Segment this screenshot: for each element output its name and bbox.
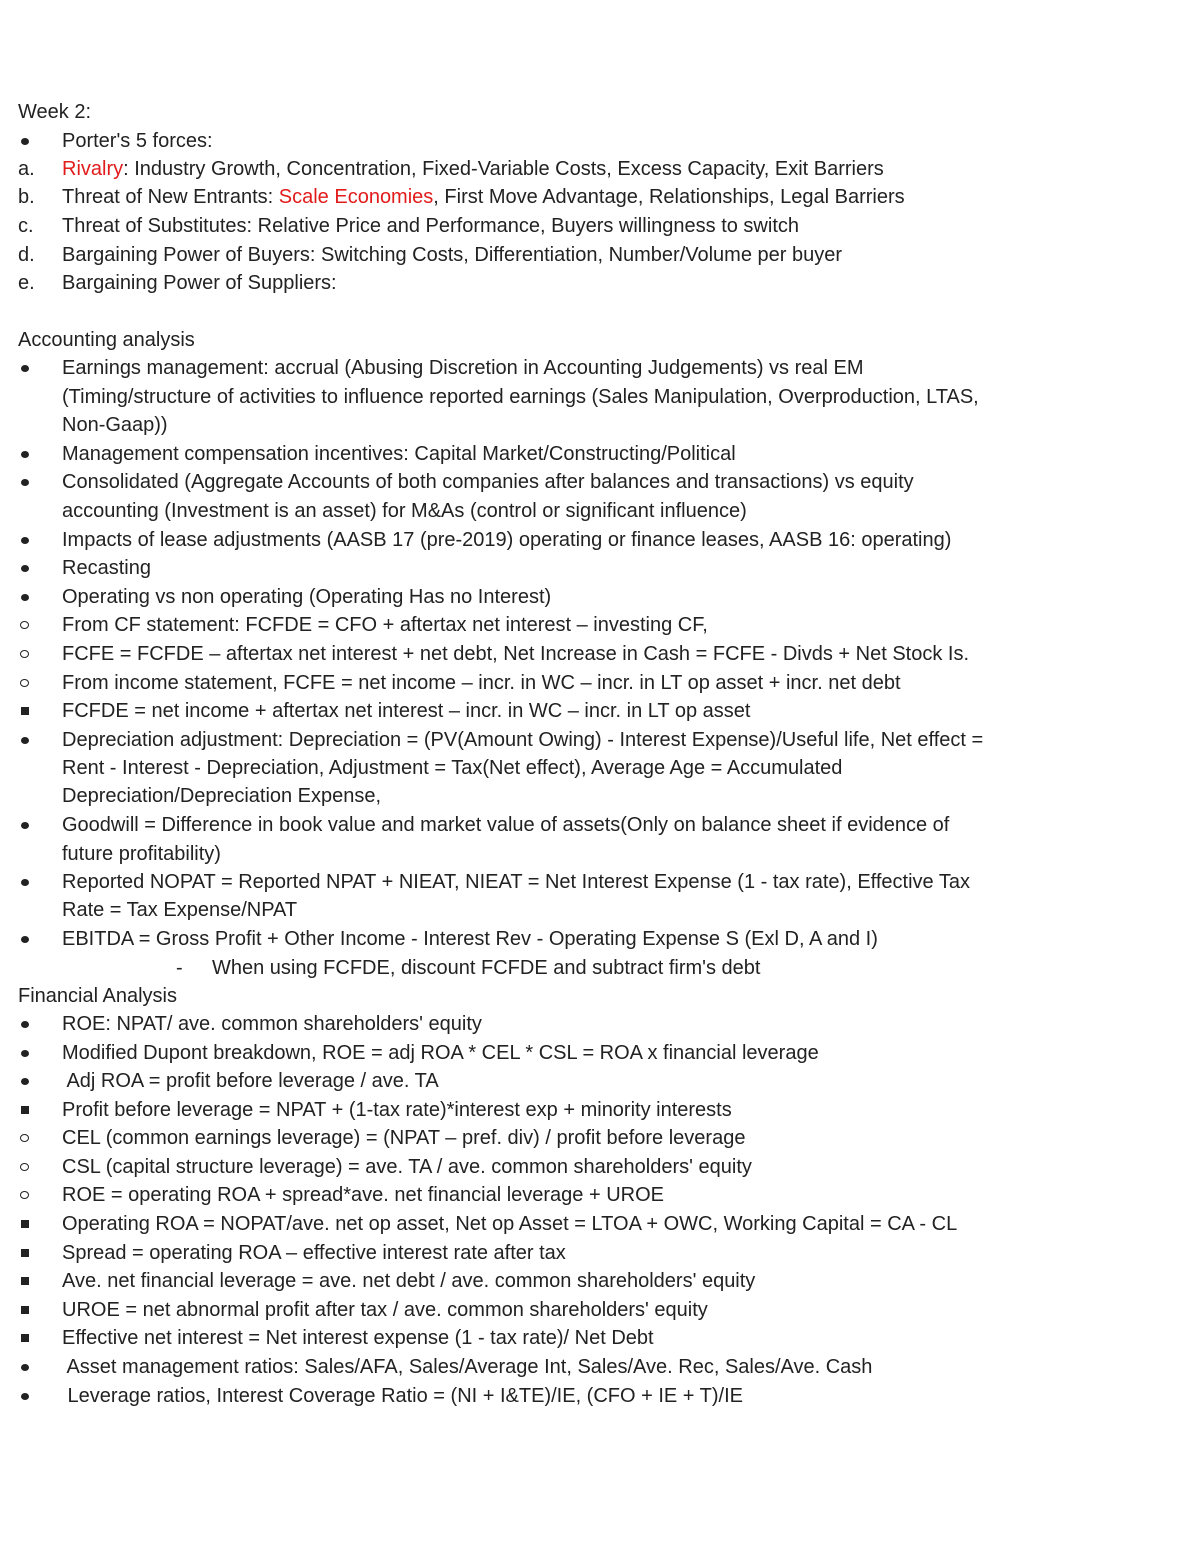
list-item-continuation: Rate = Tax Expense/NPAT [62, 899, 298, 921]
list-item: From income statement, FCFE = net income – incr. in WC – incr. in LT op asset + incr. net debt [0, 669, 1200, 697]
list-item [0, 127, 1200, 155]
bullet-circle-icon [20, 1134, 29, 1142]
list-marker: e. [18, 272, 35, 294]
list-item: Ave. net financial leverage = ave. net debt / ave. common shareholders' equity [0, 1267, 1200, 1295]
list-item: Effective net interest = Net interest expense (1 - tax rate)/ Net Debt [0, 1324, 1200, 1352]
bullet-circle-icon [20, 679, 29, 687]
accounting-heading-line [0, 326, 1200, 354]
list-item: CSL (capital structure leverage) = ave. TA / ave. common shareholders' equity [0, 1153, 1200, 1181]
bullet-circle-icon [20, 621, 29, 629]
list-item: CEL (common earnings leverage) = (NPAT – pref. div) / profit before leverage [0, 1124, 1200, 1152]
bullet-dot-icon [21, 565, 29, 572]
list-item: ROE: NPAT/ ave. common shareholders' equity [0, 1010, 1200, 1038]
bullet-dot-icon [21, 138, 29, 145]
force-item-b: b. Threat of New Entrants: Scale Economies, First Move Advantage, Relationships, Legal Barriers [0, 183, 1200, 211]
dash-note: - When using FCFDE, discount FCFDE and subtract firm's debt [0, 954, 1200, 982]
list-item-continuation: Depreciation/Depreciation Expense, [62, 785, 382, 807]
list-marker: d. [18, 244, 35, 266]
list-item: Spread = operating ROA – effective interest rate after tax [0, 1239, 1200, 1267]
week-heading-line [0, 98, 1200, 126]
bullet-square-icon [21, 707, 29, 715]
bullet-square-icon [21, 1106, 29, 1114]
list-item: Modified Dupont breakdown, ROE = adj ROA * CEL * CSL = ROA x financial leverage [0, 1039, 1200, 1067]
list-item: From CF statement: FCFDE = CFO + aftertax net interest – investing CF, [0, 611, 1200, 639]
list-item-continuation: accounting (Investment is an asset) for M&As (control or significant influence) [62, 500, 747, 522]
bullet-dot-icon [21, 479, 29, 486]
list-marker: c. [18, 215, 34, 237]
bullet-square-icon [21, 1334, 29, 1342]
bullet-square-icon [21, 1306, 29, 1314]
bullet-dot-icon [21, 594, 29, 601]
list-item: Consolidated (Aggregate Accounts of both companies after balances and transactions) vs equity [0, 468, 1200, 496]
list-item: Adj ROA = profit before leverage / ave. TA [0, 1067, 1200, 1095]
financial-heading: Financial Analysis [18, 985, 177, 1007]
financial-heading-line [0, 982, 1200, 1010]
bullet-dot-icon [21, 1393, 29, 1400]
porter-label: Porter's 5 forces: [62, 130, 213, 152]
bullet-circle-icon [20, 1163, 29, 1171]
list-item: Operating vs non operating (Operating Has no Interest) [0, 583, 1200, 611]
highlight-rivalry: Rivalry [62, 158, 124, 180]
bullet-dot-icon [21, 1078, 29, 1085]
list-item: Earnings management: accrual (Abusing Discretion in Accounting Judgements) vs real EM [0, 354, 1200, 382]
list-item: Operating ROA = NOPAT/ave. net op asset, Net op Asset = LTOA + OWC, Working Capital = CA - CL [0, 1210, 1200, 1238]
list-item-continuation: Non-Gaap)) [62, 414, 168, 436]
bullet-dot-icon [21, 1021, 29, 1028]
list-item: FCFDE = net income + aftertax net interest – incr. in WC – incr. in LT op asset [0, 697, 1200, 725]
week-heading: Week 2: [18, 101, 91, 123]
list-item: Leverage ratios, Interest Coverage Ratio = (NI + I&TE)/IE, (CFO + IE + T)/IE [0, 1382, 1200, 1410]
list-item-continuation: (Timing/structure of activities to influence reported earnings (Sales Manipulation, Overproduction, LTAS, [62, 386, 979, 408]
bullet-dot-icon [21, 737, 29, 744]
bullet-dot-icon [21, 879, 29, 886]
bullet-dot-icon [21, 822, 29, 829]
bullet-dot-icon [21, 537, 29, 544]
bullet-circle-icon [20, 1191, 29, 1199]
list-marker: b. [18, 186, 35, 208]
list-item: Goodwill = Difference in book value and market value of assets(Only on balance sheet if evidence of [0, 811, 1200, 839]
force-item-d: d. Bargaining Power of Buyers: Switching Costs, Differentiation, Number/Volume per buyer [0, 241, 1200, 269]
force-item-a: a. Rivalry: Industry Growth, Concentration, Fixed-Variable Costs, Excess Capacity, Exit Barriers [0, 155, 1200, 183]
bullet-circle-icon [20, 650, 29, 658]
list-item: Recasting [0, 554, 1200, 582]
list-item: Asset management ratios: Sales/AFA, Sales/Average Int, Sales/Ave. Rec, Sales/Ave. Cash [0, 1353, 1200, 1381]
list-item-continuation: Rent - Interest - Depreciation, Adjustment = Tax(Net effect), Average Age = Accumulated [62, 757, 843, 779]
list-item: Profit before leverage = NPAT + (1-tax rate)*interest exp + minority interests [0, 1096, 1200, 1124]
force-item-e: e. Bargaining Power of Suppliers: [0, 269, 1200, 297]
list-item: Management compensation incentives: Capital Market/Constructing/Political [0, 440, 1200, 468]
bullet-dot-icon [21, 365, 29, 372]
list-item: Reported NOPAT = Reported NPAT + NIEAT, NIEAT = Net Interest Expense (1 - tax rate), Effective Tax [0, 868, 1200, 896]
accounting-heading: Accounting analysis [18, 329, 195, 351]
force-item-c: c. Threat of Substitutes: Relative Price and Performance, Buyers willingness to switch [0, 212, 1200, 240]
bullet-dot-icon [21, 1364, 29, 1371]
list-item: Impacts of lease adjustments (AASB 17 (pre-2019) operating or finance leases, AASB 16: operating) [0, 526, 1200, 554]
bullet-dot-icon [21, 1050, 29, 1057]
bullet-square-icon [21, 1220, 29, 1228]
list-item: Depreciation adjustment: Depreciation = (PV(Amount Owing) - Interest Expense)/Useful life, Net effect = [0, 726, 1200, 754]
bullet-dot-icon [21, 936, 29, 943]
list-item: ROE = operating ROA + spread*ave. net financial leverage + UROE [0, 1181, 1200, 1209]
list-item-continuation: future profitability) [62, 843, 221, 865]
bullet-square-icon [21, 1249, 29, 1257]
list-item: EBITDA = Gross Profit + Other Income - Interest Rev - Operating Expense S (Exl D, A and I) [0, 925, 1200, 953]
list-marker: a. [18, 158, 35, 180]
list-item: UROE = net abnormal profit after tax / ave. common shareholders' equity [0, 1296, 1200, 1324]
bullet-square-icon [21, 1277, 29, 1285]
highlight-scale-economies: Scale Economies [278, 186, 434, 208]
bullet-dot-icon [21, 451, 29, 458]
list-item: FCFE = FCFDE – aftertax net interest + net debt, Net Increase in Cash = FCFE - Divds + Net Stock Is. [0, 640, 1200, 668]
dash-marker: - [176, 957, 183, 979]
